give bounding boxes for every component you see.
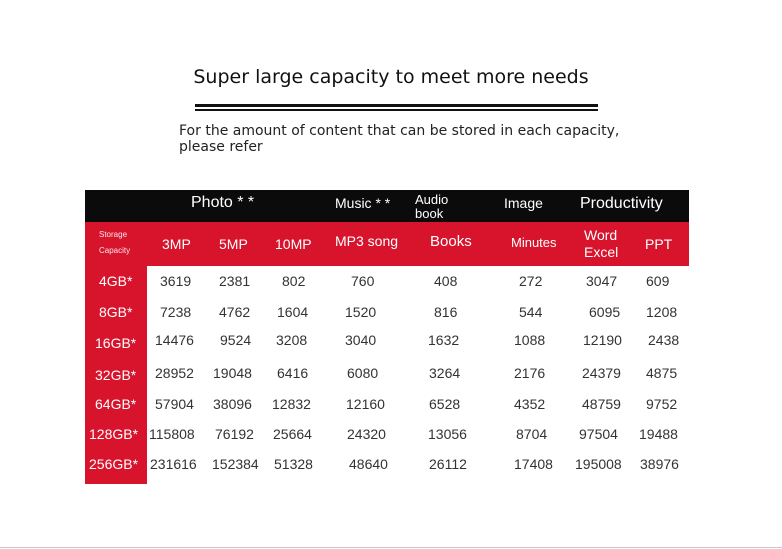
heading-rule-bottom <box>195 109 598 111</box>
table-cell: 8704 <box>516 426 548 442</box>
group-image: Image <box>504 195 543 211</box>
table-cell: 76192 <box>215 426 254 442</box>
table-cell: 97504 <box>579 426 618 442</box>
storage-capacity-label-2: Capacity <box>99 246 131 255</box>
subheader-10mp: 10MP <box>275 236 312 252</box>
table-cell: 24320 <box>347 426 386 442</box>
table-cell: 12190 <box>583 332 622 348</box>
table-cell: 3208 <box>276 332 308 348</box>
group-audio-line1: Audio <box>415 192 449 207</box>
table-cell: 12160 <box>346 396 385 412</box>
table-cell: 1208 <box>646 304 678 320</box>
table-cell: 115808 <box>149 426 195 442</box>
group-productivity: Productivity <box>580 195 663 212</box>
subheader-excel: Excel <box>584 244 619 260</box>
group-music: Music * * <box>335 195 391 211</box>
subheader-minutes: Minutes <box>511 235 557 250</box>
capacity-label: 4GB* <box>99 273 133 289</box>
table-cell: 38096 <box>213 396 252 412</box>
table-cell: 2438 <box>648 332 680 348</box>
subheader-mp3-song: MP3 song <box>335 233 399 249</box>
table-cell: 57904 <box>155 396 194 412</box>
capacity-label: 8GB* <box>99 304 133 320</box>
group-audio-line2: book <box>415 206 444 221</box>
table-cell: 1632 <box>428 332 460 348</box>
table-cell: 3047 <box>586 273 618 289</box>
table-cell: 4352 <box>514 396 546 412</box>
table-cell: 6080 <box>347 365 379 381</box>
table-cell: 51328 <box>274 456 313 472</box>
table-cell: 1604 <box>277 304 309 320</box>
table-cell: 3619 <box>160 273 192 289</box>
table-cell: 802 <box>282 273 306 289</box>
table-cell: 272 <box>519 273 543 289</box>
table-cell: 2176 <box>514 365 546 381</box>
table-cell: 3040 <box>345 332 377 348</box>
table-cell: 609 <box>646 273 670 289</box>
capacity-label: 64GB* <box>95 396 137 412</box>
table-cell: 9524 <box>220 332 252 348</box>
subheader-5mp: 5MP <box>219 236 248 252</box>
table-cell: 19488 <box>639 426 678 442</box>
table-cell: 6095 <box>589 304 621 320</box>
table-cell: 3264 <box>429 365 461 381</box>
table-cell: 2381 <box>219 273 251 289</box>
table-cell: 4762 <box>219 304 251 320</box>
table-cell: 195008 <box>575 456 622 472</box>
table-cell: 1520 <box>345 304 377 320</box>
table-cell: 7238 <box>160 304 192 320</box>
table-cell: 14476 <box>155 332 194 348</box>
intro-text <box>179 123 639 155</box>
table-cell: 24379 <box>582 365 621 381</box>
table-cell: 6416 <box>277 365 309 381</box>
subheader-word: Word <box>584 227 618 243</box>
table-cell: 25664 <box>273 426 312 442</box>
intro-line-1: For the amount of content that can be stored in each capacity, <box>179 123 620 139</box>
table-cell: 19048 <box>213 365 252 381</box>
table-cell: 544 <box>519 304 543 320</box>
table-cell: 12832 <box>272 396 311 412</box>
intro-line-2: please refer <box>179 139 263 155</box>
table-cell: 38976 <box>640 456 679 472</box>
bottom-divider <box>0 547 782 548</box>
table-cell: 760 <box>351 273 375 289</box>
storage-capacity-label-1: Storage <box>99 230 128 239</box>
table-cell: 152384 <box>212 456 259 472</box>
group-photo: Photo * * <box>191 194 255 211</box>
table-cell: 408 <box>434 273 458 289</box>
table-cell: 48640 <box>349 456 388 472</box>
subheader-ppt: PPT <box>645 236 673 252</box>
table-cell: 816 <box>434 304 458 320</box>
capacity-label: 16GB* <box>95 335 137 351</box>
capacity-label: 256GB* <box>89 456 139 472</box>
heading-rule-top <box>195 104 598 107</box>
table-cell: 1088 <box>514 332 546 348</box>
table-cell: 13056 <box>428 426 467 442</box>
table-cell: 4875 <box>646 365 678 381</box>
subheader-books: Books <box>430 233 472 250</box>
capacity-label: 128GB* <box>89 426 139 442</box>
table-cell: 9752 <box>646 396 678 412</box>
table-cell: 231616 <box>150 456 197 472</box>
page-heading: Super large capacity to meet more needs <box>193 66 589 88</box>
table-cell: 17408 <box>514 456 553 472</box>
table-cell: 6528 <box>429 396 461 412</box>
table-cell: 48759 <box>582 396 621 412</box>
table-cell: 26112 <box>429 456 467 472</box>
table-cell: 28952 <box>155 365 194 381</box>
capacity-label: 32GB* <box>95 367 137 383</box>
subheader-3mp: 3MP <box>162 236 191 252</box>
